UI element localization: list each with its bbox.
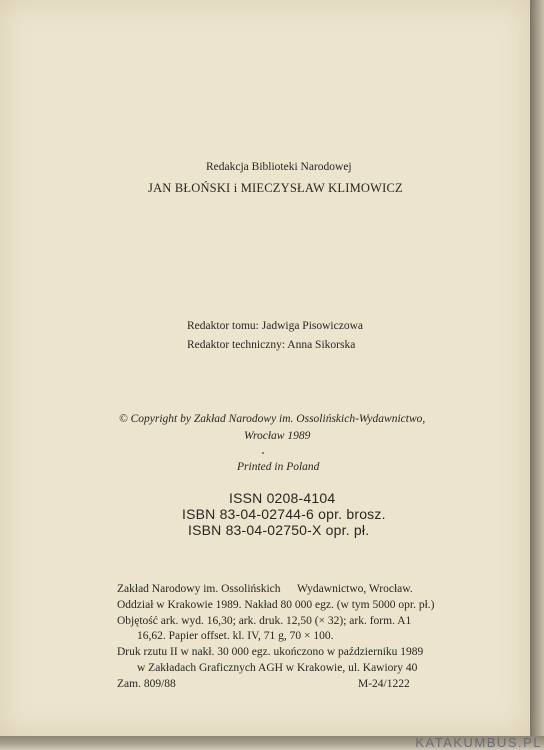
printed-in: Printed in Poland xyxy=(237,461,320,473)
colophon-line-1-right: Wydawnictwo, Wrocław. xyxy=(297,583,413,595)
page-edge-right xyxy=(530,0,544,750)
colophon-line-6: w Zakładach Graficznych AGH w Krakowie, ul. Kawiory 40 xyxy=(137,662,418,674)
series-heading: Redakcja Biblioteki Narodowej xyxy=(206,161,352,173)
volume-editor: Redaktor tomu: Jadwiga Pisowiczowa xyxy=(187,320,363,332)
isbn-cloth: ISBN 83-04-02750-X opr. pł. xyxy=(188,522,370,538)
colophon-line-1-left: Zakład Narodowy im. Ossolińskich xyxy=(117,583,281,595)
catalog-code: M-24/1222 xyxy=(358,678,410,690)
issn: ISSN 0208-4104 xyxy=(229,490,336,506)
series-editors-names: JAN BŁOŃSKI i MIECZYSŁAW KLIMOWICZ xyxy=(148,181,403,195)
watermark: KATAKUMBUS.PL xyxy=(415,735,542,750)
colophon-line-3: Objętość ark. wyd. 16,30; ark. druk. 12,50 (× 32); ark. form. A1 xyxy=(117,615,412,627)
copyright-line-2: Wrocław 1989 xyxy=(244,430,311,442)
colophon-line-4: 16,62. Papier offset. kl. IV, 71 g, 70 × 100. xyxy=(137,630,334,642)
colophon-line-5: Druk rzutu II w nakł. 30 000 egz. ukończono w październiku 1989 xyxy=(117,646,424,658)
order-number: Zam. 809/88 xyxy=(117,678,176,690)
dot-mark xyxy=(262,452,264,454)
colophon-line-2: Oddział w Krakowie 1989. Nakład 80 000 egz. (w tym 5000 opr. pł.) xyxy=(117,599,435,611)
isbn-paperback: ISBN 83-04-02744-6 opr. brosz. xyxy=(182,506,386,522)
technical-editor: Redaktor techniczny: Anna Sikorska xyxy=(187,339,356,351)
copyright-line-1: © Copyright by Zakład Narodowy im. Ossolińskich-Wydawnictwo, xyxy=(119,413,426,425)
